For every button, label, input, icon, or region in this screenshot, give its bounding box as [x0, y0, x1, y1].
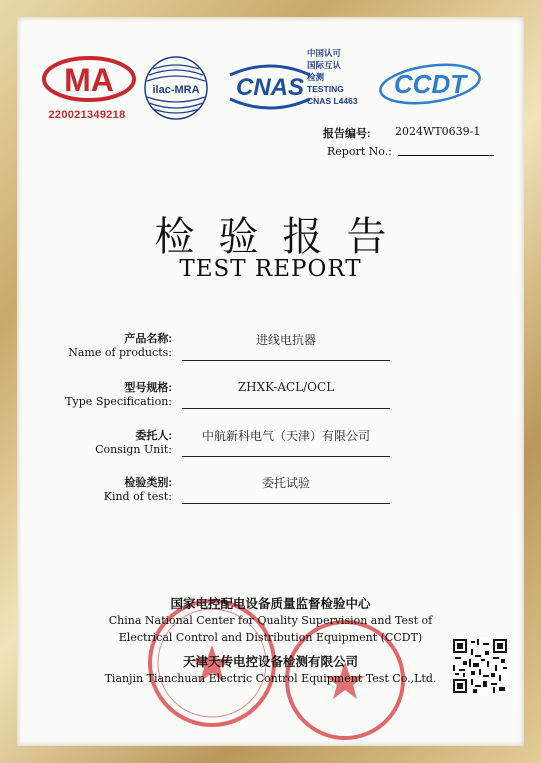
cma-logo — [41, 55, 137, 103]
cnas-logo — [222, 55, 318, 119]
field-underline — [182, 408, 390, 409]
cnas-line: 国际互认 — [307, 60, 342, 70]
report-number-label-en: Report No.: — [327, 145, 392, 158]
field-label-consign-unit: 委托人: — [135, 430, 172, 442]
title-chinese: 检验报告 — [154, 214, 411, 260]
company-name-en: Tianjin Tianchuan Electric Control Equipment Test Co.,Ltd. — [104, 672, 437, 685]
title-english: TEST REPORT — [179, 256, 362, 282]
field-underline — [182, 360, 390, 361]
field-label-kind-of-test-en: Kind of test: — [103, 490, 172, 503]
ccdt-logo — [375, 57, 485, 111]
field-value-product-name: 进线电抗器 — [255, 333, 316, 347]
cnas-logo-text: CNAS — [235, 74, 305, 101]
cnas-line: 检测 — [307, 72, 325, 82]
ilac-mra-logo — [137, 53, 215, 123]
field-label-consign-unit-en: Consign Unit: — [95, 443, 172, 456]
cma-number: 220021349218 — [48, 109, 126, 121]
field-label-type-spec: 型号规格: — [124, 382, 172, 394]
report-number-label: 报告编号: — [323, 128, 371, 140]
field-underline — [182, 456, 390, 457]
cnas-line: CNAS L4463 — [307, 96, 358, 106]
cnas-line: 中国认可 — [307, 48, 342, 58]
test-center-name-en-2: Electrical Control and Distribution Equipment (CCDT) — [118, 631, 423, 644]
report-number-value: 2024WT0639-1 — [395, 125, 481, 138]
field-label-kind-of-test: 检验类别: — [124, 477, 172, 489]
qr-code[interactable] — [451, 637, 509, 695]
field-value-consign-unit: 中航新科电气（天津）有限公司 — [201, 429, 370, 443]
field-value-type-spec: ZHXK-ACL/OCL — [237, 380, 335, 394]
ilac-logo-text: ilac-MRA — [152, 84, 200, 96]
test-center-name-en-1: China National Center for Quality Supervision and Test of — [108, 614, 433, 627]
field-label-type-spec-en: Type Specification: — [65, 395, 172, 408]
company-name-cn: 天津天传电控设备检测有限公司 — [182, 655, 358, 669]
field-label-product-name-en: Name of products: — [68, 346, 172, 359]
certificate-sheet — [17, 17, 524, 746]
field-label-product-name: 产品名称: — [124, 333, 172, 345]
field-underline — [182, 503, 390, 504]
cma-logo-text: MA — [64, 62, 114, 98]
field-value-kind-of-test: 委托试验 — [261, 476, 310, 490]
cnas-line: TESTING — [307, 84, 344, 94]
report-number-underline — [398, 155, 494, 156]
ccdt-logo-text: CCDT — [393, 69, 467, 99]
test-center-name-cn: 国家电控配电设备质量监督检验中心 — [170, 597, 371, 611]
